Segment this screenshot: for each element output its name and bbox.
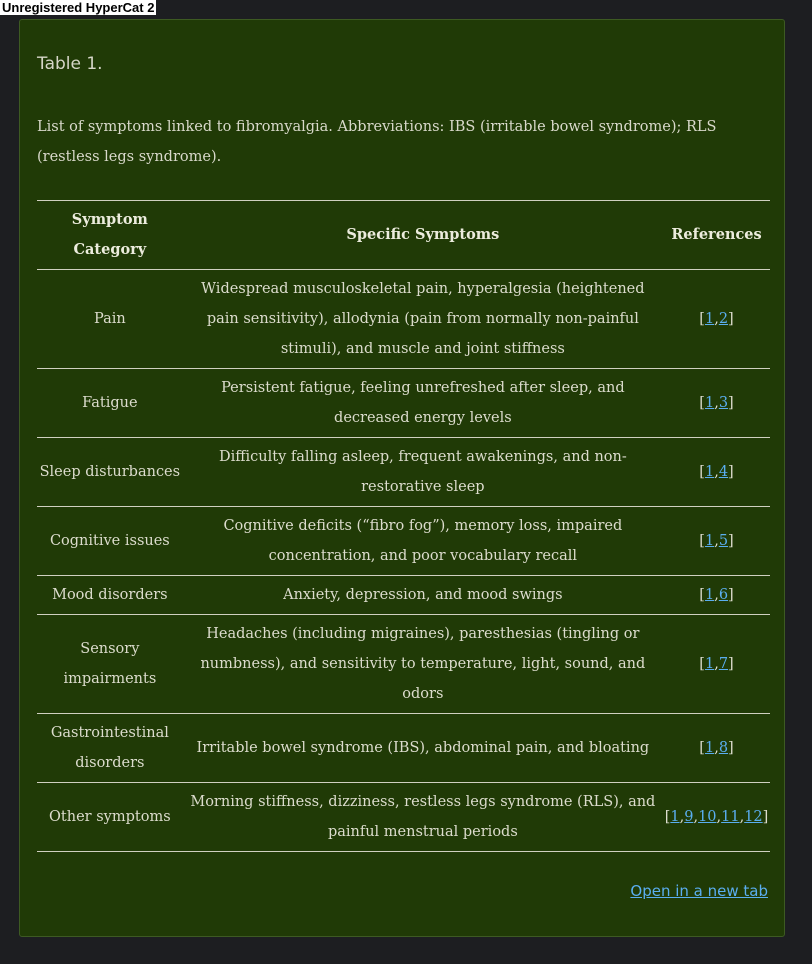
- references-cell: [1,5]: [663, 507, 770, 576]
- reference-link[interactable]: 7: [718, 656, 729, 672]
- reference-link[interactable]: 8: [718, 740, 729, 756]
- references-cell: [1,2]: [663, 270, 770, 369]
- table-row: [37, 438, 770, 507]
- symptoms-table: [37, 200, 770, 852]
- table-row: [37, 714, 770, 783]
- specific-symptoms-cell: Headaches (including migraines), paresthesias (tingling or numbness), and sensitivity to temperature, light, sound, and odors: [183, 615, 663, 714]
- specific-symptoms-cell: Cognitive deficits (“fibro fog”), memory loss, impaired concentration, and poor vocabulary recall: [183, 507, 663, 576]
- reference-link[interactable]: 1: [704, 587, 715, 603]
- specific-symptoms-cell: Persistent fatigue, feeling unrefreshed after sleep, and decreased energy levels: [183, 369, 663, 438]
- reference-link[interactable]: 3: [718, 395, 729, 411]
- reference-link[interactable]: 4: [718, 464, 729, 480]
- specific-symptoms-cell: Anxiety, depression, and mood swings: [183, 576, 663, 615]
- references-cell: [1,4]: [663, 438, 770, 507]
- open-in-new-tab-link[interactable]: Open in a new tab: [630, 882, 768, 900]
- symptom-category-cell: Gastrointestinal disorders: [37, 714, 183, 783]
- specific-symptoms-cell: Widespread musculoskeletal pain, hyperalgesia (heightened pain sensitivity), allodynia (pain from normally non-painful stimuli), and muscle and joint stiffness: [183, 270, 663, 369]
- references-cell: [1,6]: [663, 576, 770, 615]
- specific-symptoms-cell: Irritable bowel syndrome (IBS), abdominal pain, and bloating: [183, 714, 663, 783]
- table-row: [37, 369, 770, 438]
- table-panel: [19, 19, 785, 937]
- reference-link[interactable]: 12: [744, 809, 763, 825]
- table-row: [37, 507, 770, 576]
- symptom-category-cell: Pain: [37, 270, 183, 369]
- reference-link[interactable]: 1: [704, 656, 715, 672]
- specific-symptoms-cell: Morning stiffness, dizziness, restless legs syndrome (RLS), and painful menstrual periods: [183, 783, 663, 852]
- reference-link[interactable]: 6: [718, 587, 729, 603]
- table-header-row: [37, 201, 770, 270]
- watermark-label: Unregistered HyperCat 2: [2, 0, 155, 15]
- reference-link[interactable]: 1: [670, 809, 680, 825]
- reference-link[interactable]: 5: [718, 533, 729, 549]
- header-symptom-category: Symptom Category: [37, 201, 183, 270]
- reference-link[interactable]: 1: [704, 740, 715, 756]
- table-row: [37, 270, 770, 369]
- header-specific-symptoms: Specific Symptoms: [183, 201, 663, 270]
- reference-link[interactable]: 1: [704, 533, 715, 549]
- symptom-category-cell: Fatigue: [37, 369, 183, 438]
- header-references: References: [663, 201, 770, 270]
- reference-link[interactable]: 10: [698, 809, 717, 825]
- specific-symptoms-cell: Difficulty falling asleep, frequent awakenings, and non-restorative sleep: [183, 438, 663, 507]
- reference-link[interactable]: 1: [704, 311, 715, 327]
- reference-link[interactable]: 9: [684, 809, 694, 825]
- table-row: [37, 783, 770, 852]
- reference-link[interactable]: 1: [704, 395, 715, 411]
- table-row: [37, 615, 770, 714]
- reference-link[interactable]: 11: [721, 809, 740, 825]
- table-body: [37, 270, 770, 852]
- symptom-category-cell: Mood disorders: [37, 576, 183, 615]
- references-cell: [1,9,10,11,12]: [663, 783, 770, 852]
- table-caption: List of symptoms linked to fibromyalgia. Abbreviations: IBS (irritable bowel syndrome); RLS (restless legs syndrome).: [37, 119, 717, 165]
- reference-link[interactable]: 1: [704, 464, 715, 480]
- table-row: [37, 576, 770, 615]
- symptom-category-cell: Sensory impairments: [37, 615, 183, 714]
- symptom-category-cell: Sleep disturbances: [37, 438, 183, 507]
- references-cell: [1,7]: [663, 615, 770, 714]
- references-cell: [1,3]: [663, 369, 770, 438]
- references-cell: [1,8]: [663, 714, 770, 783]
- symptom-category-cell: Other symptoms: [37, 783, 183, 852]
- reference-link[interactable]: 2: [718, 311, 729, 327]
- table-label: Table 1.: [37, 54, 103, 74]
- symptom-category-cell: Cognitive issues: [37, 507, 183, 576]
